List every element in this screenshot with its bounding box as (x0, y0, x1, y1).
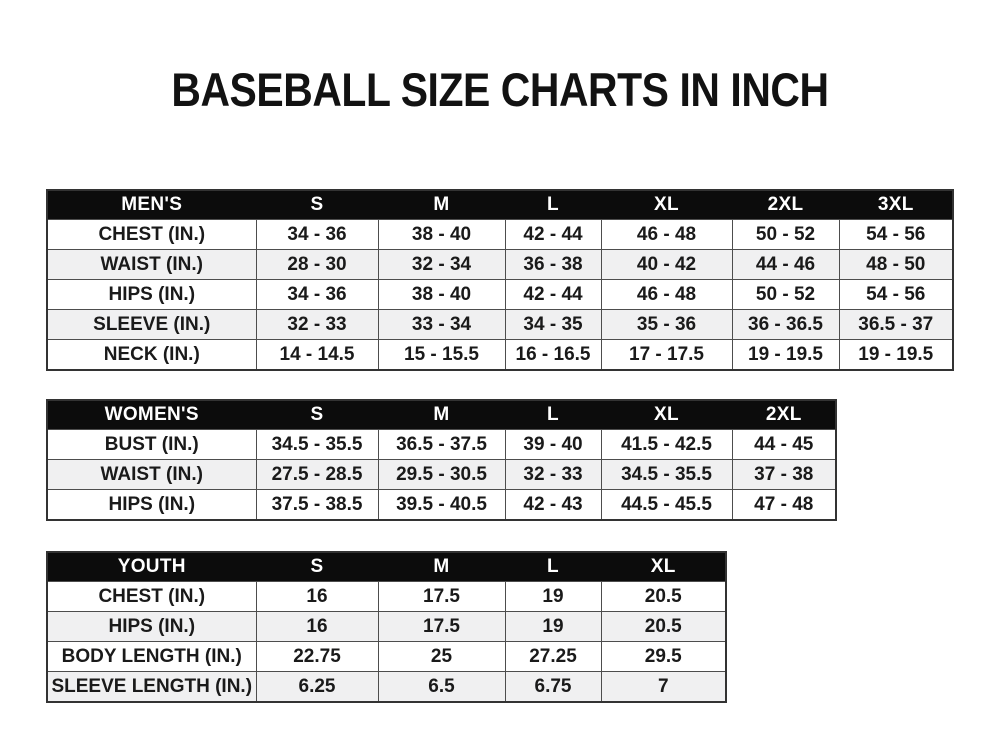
size-value: 15 - 15.5 (378, 340, 505, 371)
table-row (47, 280, 953, 310)
size-value: 41.5 - 42.5 (601, 430, 732, 460)
size-value: 48 - 50 (839, 250, 953, 280)
size-value: 14 - 14.5 (256, 340, 378, 371)
table-title-cell: MEN'S (47, 190, 256, 220)
table-row (47, 250, 953, 280)
size-value: 46 - 48 (601, 280, 732, 310)
size-value: 17.5 (378, 582, 505, 612)
column-header: XL (601, 552, 726, 582)
size-value: 34.5 - 35.5 (256, 430, 378, 460)
row-label: HIPS (IN.) (47, 280, 256, 310)
size-value: 44.5 - 45.5 (601, 490, 732, 521)
size-value: 44 - 46 (732, 250, 839, 280)
table-title-cell: WOMEN'S (47, 400, 256, 430)
size-value: 32 - 34 (378, 250, 505, 280)
row-label: SLEEVE (IN.) (47, 310, 256, 340)
size-value: 34 - 36 (256, 220, 378, 250)
row-label: BODY LENGTH (IN.) (47, 642, 256, 672)
header-row (47, 190, 953, 220)
header-row (47, 400, 836, 430)
column-header: 2XL (732, 190, 839, 220)
size-value: 44 - 45 (732, 430, 836, 460)
table-row (47, 460, 836, 490)
size-value: 32 - 33 (505, 460, 601, 490)
size-value: 34 - 35 (505, 310, 601, 340)
table-row (47, 220, 953, 250)
size-value: 36 - 36.5 (732, 310, 839, 340)
size-value: 54 - 56 (839, 280, 953, 310)
size-value: 39 - 40 (505, 430, 601, 460)
size-value: 6.25 (256, 672, 378, 703)
size-value: 40 - 42 (601, 250, 732, 280)
table-row (47, 340, 953, 371)
size-value: 42 - 43 (505, 490, 601, 521)
column-header: XL (601, 400, 732, 430)
size-value: 39.5 - 40.5 (378, 490, 505, 521)
column-header: S (256, 552, 378, 582)
column-header: XL (601, 190, 732, 220)
size-value: 19 - 19.5 (732, 340, 839, 371)
size-value: 50 - 52 (732, 220, 839, 250)
mens-size-table (46, 189, 954, 371)
row-label: CHEST (IN.) (47, 220, 256, 250)
column-header: S (256, 400, 378, 430)
column-header: L (505, 552, 601, 582)
size-value: 6.75 (505, 672, 601, 703)
row-label: BUST (IN.) (47, 430, 256, 460)
size-value: 35 - 36 (601, 310, 732, 340)
row-label: HIPS (IN.) (47, 612, 256, 642)
column-header: S (256, 190, 378, 220)
column-header: M (378, 190, 505, 220)
column-header: 3XL (839, 190, 953, 220)
size-value: 16 (256, 612, 378, 642)
size-value: 33 - 34 (378, 310, 505, 340)
size-value: 34.5 - 35.5 (601, 460, 732, 490)
size-value: 42 - 44 (505, 280, 601, 310)
column-header: M (378, 552, 505, 582)
row-label: NECK (IN.) (47, 340, 256, 371)
size-value: 6.5 (378, 672, 505, 703)
row-label: HIPS (IN.) (47, 490, 256, 521)
size-value: 25 (378, 642, 505, 672)
size-value: 38 - 40 (378, 280, 505, 310)
size-value: 19 (505, 612, 601, 642)
table-title-cell: YOUTH (47, 552, 256, 582)
column-header: L (505, 400, 601, 430)
size-value: 27.25 (505, 642, 601, 672)
table-row (47, 582, 726, 612)
column-header: M (378, 400, 505, 430)
size-value: 46 - 48 (601, 220, 732, 250)
size-value: 36 - 38 (505, 250, 601, 280)
size-value: 47 - 48 (732, 490, 836, 521)
size-value: 22.75 (256, 642, 378, 672)
womens-size-table (46, 399, 837, 521)
table-row (47, 310, 953, 340)
youth-size-table (46, 551, 727, 703)
size-value: 27.5 - 28.5 (256, 460, 378, 490)
table-row (47, 430, 836, 460)
size-value: 7 (601, 672, 726, 703)
size-value: 54 - 56 (839, 220, 953, 250)
row-label: WAIST (IN.) (47, 250, 256, 280)
size-value: 36.5 - 37.5 (378, 430, 505, 460)
page-title: BASEBALL SIZE CHARTS IN INCH (171, 63, 829, 116)
row-label: WAIST (IN.) (47, 460, 256, 490)
table-row (47, 612, 726, 642)
size-value: 36.5 - 37 (839, 310, 953, 340)
size-value: 32 - 33 (256, 310, 378, 340)
header-row (47, 552, 726, 582)
size-value: 50 - 52 (732, 280, 839, 310)
size-value: 16 (256, 582, 378, 612)
size-value: 34 - 36 (256, 280, 378, 310)
column-header: L (505, 190, 601, 220)
size-value: 37 - 38 (732, 460, 836, 490)
column-header: 2XL (732, 400, 836, 430)
size-value: 42 - 44 (505, 220, 601, 250)
size-value: 20.5 (601, 582, 726, 612)
size-value: 29.5 - 30.5 (378, 460, 505, 490)
size-value: 38 - 40 (378, 220, 505, 250)
row-label: CHEST (IN.) (47, 582, 256, 612)
size-value: 17 - 17.5 (601, 340, 732, 371)
table-row (47, 642, 726, 672)
size-value: 29.5 (601, 642, 726, 672)
table-row (47, 490, 836, 521)
size-value: 19 - 19.5 (839, 340, 953, 371)
row-label: SLEEVE LENGTH (IN.) (47, 672, 256, 703)
table-row (47, 672, 726, 703)
size-value: 28 - 30 (256, 250, 378, 280)
size-value: 17.5 (378, 612, 505, 642)
size-value: 16 - 16.5 (505, 340, 601, 371)
size-value: 20.5 (601, 612, 726, 642)
size-value: 19 (505, 582, 601, 612)
size-value: 37.5 - 38.5 (256, 490, 378, 521)
